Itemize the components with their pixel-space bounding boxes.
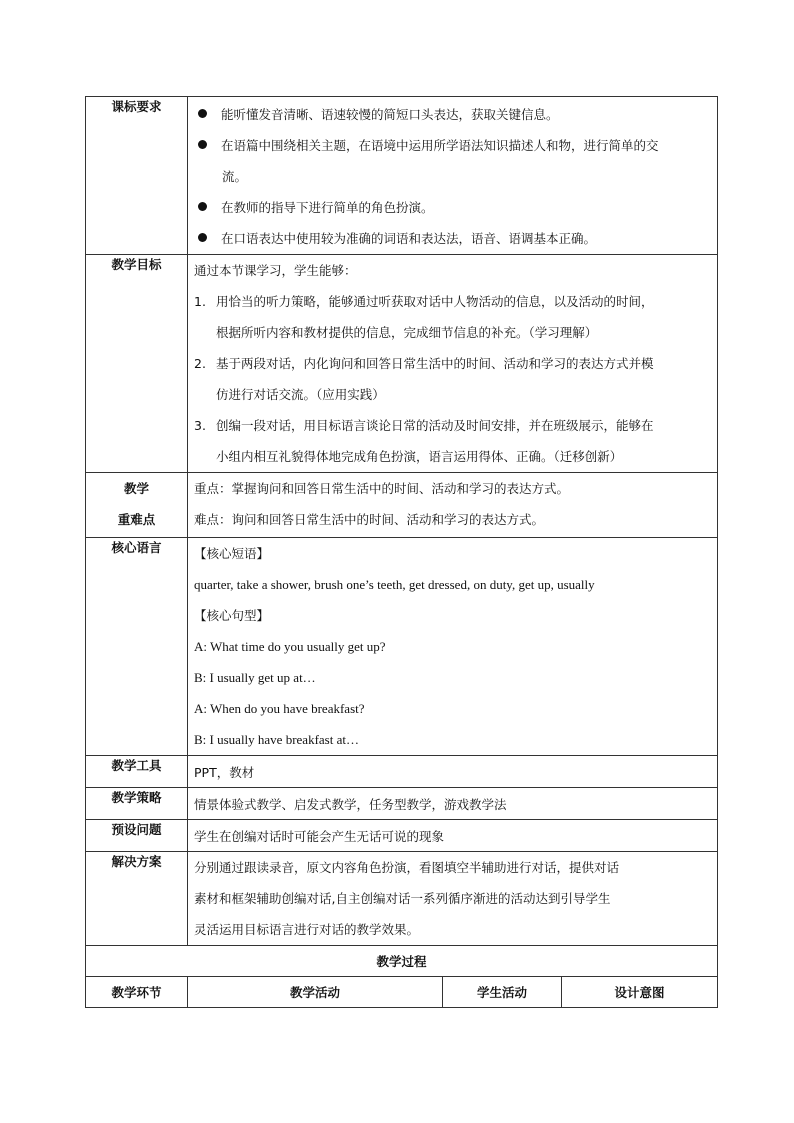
difficult-point: 难点：询问和回答日常生活中的时间、活动和学习的表达方式。 (194, 512, 545, 527)
phrases-heading: 【核心短语】 (194, 546, 270, 561)
row-teaching-tools (86, 756, 718, 788)
label-key-difficult-points: 教学 重难点 (86, 473, 188, 538)
label-solutions: 解决方案 (86, 852, 188, 946)
bullet-icon (198, 202, 207, 211)
bullet-icon (198, 140, 207, 149)
requirement-item: 在教师的指导下进行简单的角色扮演。 (194, 192, 711, 223)
objective-item-continued: 仿进行对话交流。（应用实践） (216, 387, 385, 402)
lesson-plan-table (85, 96, 718, 1008)
row-key-difficult-points (86, 473, 718, 538)
header-design-intent: 设计意图 (562, 977, 718, 1008)
pattern-line: A: What time do you usually get up? (194, 639, 386, 654)
requirement-item-continued: 流。 (222, 169, 248, 184)
pattern-line: B: I usually get up at… (194, 670, 316, 685)
solution-line: 素材和框架辅助创编对话,自主创编对话一系列循序渐进的活动达到引导学生 (194, 891, 611, 906)
core-phrases: quarter, take a shower, brush one’s teeth, get dressed, on duty, get up, usually (194, 577, 595, 592)
objective-item: 1. 用恰当的听力策略，能够通过听获取对话中人物活动的信息，以及活动的时间， (194, 294, 654, 309)
label-teaching-tools: 教学工具 (86, 756, 188, 788)
key-point: 重点：掌握询问和回答日常生活中的时间、活动和学习的表达方式。 (194, 481, 570, 496)
objective-item-continued: 根据所听内容和教材提供的信息，完成细节信息的补充。（学习理解） (216, 325, 598, 340)
objective-item: 2. 基于两段对话，内化询问和回答日常生活中的时间、活动和学习的表达方式并模 (194, 356, 654, 371)
row-curriculum-requirements (86, 97, 718, 255)
label-teaching-objectives: 教学目标 (86, 255, 188, 473)
bullet-icon (198, 109, 207, 118)
teaching-process-title: 教学过程 (86, 946, 718, 977)
teaching-objectives-content (188, 255, 718, 473)
anticipated-problems-value: 学生在创编对话时可能会产生无话可说的现象 (188, 820, 718, 852)
pattern-line: B: I usually have breakfast at… (194, 732, 359, 747)
label-teaching-strategies: 教学策略 (86, 788, 188, 820)
objective-item-continued: 小组内相互礼貌得体地完成角色扮演，语言运用得体、正确。（迁移创新） (216, 449, 623, 464)
row-core-language (86, 538, 718, 756)
row-teaching-objectives (86, 255, 718, 473)
requirement-item: 在语篇中围绕相关主题，在语境中运用所学语法知识描述人和物，进行简单的交 (194, 130, 711, 161)
curriculum-requirements-content (188, 97, 718, 255)
core-language-content (188, 538, 718, 756)
requirement-item: 在口语表达中使用较为准确的词语和表达法，语音、语调基本正确。 (194, 223, 711, 254)
solution-line: 分别通过跟读录音，原文内容角色扮演，看图填空半辅助进行对话，提供对话 (194, 860, 620, 875)
header-student-activities: 学生活动 (443, 977, 562, 1008)
patterns-heading: 【核心句型】 (194, 608, 270, 623)
header-teaching-activities: 教学活动 (188, 977, 443, 1008)
row-process-headers (86, 977, 718, 1008)
teaching-tools-value: PPT，教材 (188, 756, 718, 788)
row-anticipated-problems (86, 820, 718, 852)
row-solutions (86, 852, 718, 946)
bullet-icon (198, 233, 207, 242)
row-teaching-process-title (86, 946, 718, 977)
solutions-content (188, 852, 718, 946)
header-teaching-stage: 教学环节 (86, 977, 188, 1008)
row-teaching-strategies (86, 788, 718, 820)
pattern-line: A: When do you have breakfast? (194, 701, 365, 716)
requirement-item: 能听懂发音清晰、语速较慢的简短口头表达，获取关键信息。 (194, 99, 711, 130)
solution-line: 灵活运用目标语言进行对话的教学效果。 (194, 922, 420, 937)
label-core-language: 核心语言 (86, 538, 188, 756)
label-anticipated-problems: 预设问题 (86, 820, 188, 852)
objective-item: 3. 创编一段对话，用目标语言谈论日常的活动及时间安排，并在班级展示，能够在 (194, 418, 654, 433)
label-curriculum-requirements: 课标要求 (86, 97, 188, 255)
objectives-intro: 通过本节课学习，学生能够： (194, 263, 357, 278)
teaching-strategies-value: 情景体验式教学、启发式教学，任务型教学，游戏教学法 (188, 788, 718, 820)
key-difficult-points-content (188, 473, 718, 538)
